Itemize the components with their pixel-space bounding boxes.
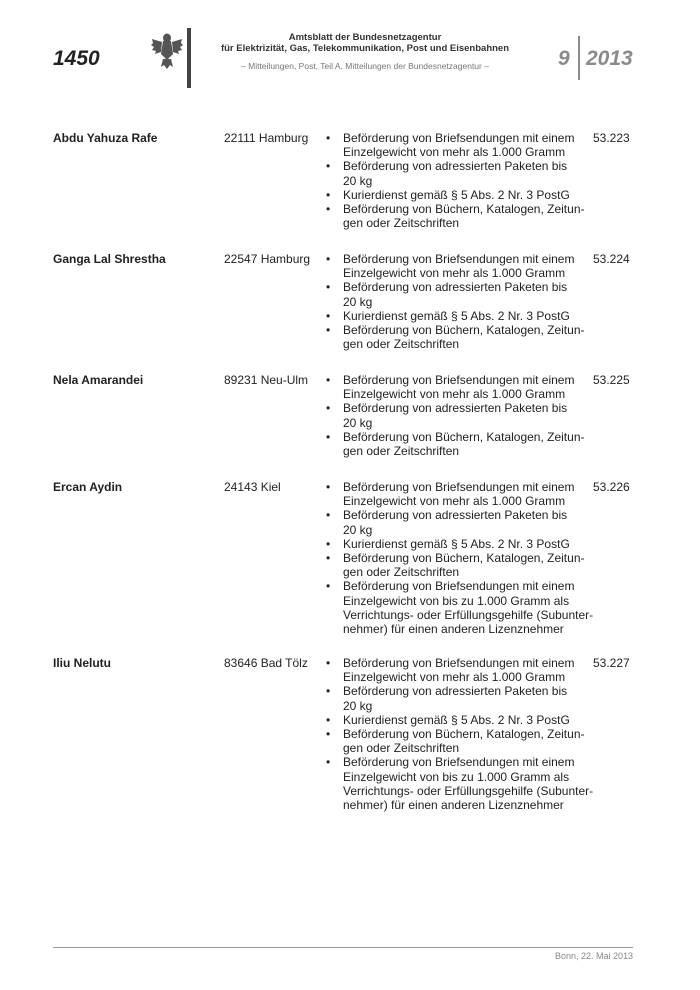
license-number: 53.227: [593, 656, 630, 670]
service-item: [324, 280, 594, 308]
bullet-icon: •: [326, 727, 331, 742]
page-number: 1450: [53, 47, 100, 70]
service-text-line: Beförderung von Briefsendungen mit einem: [343, 656, 575, 670]
federal-eagle-icon: [150, 30, 184, 70]
service-text-line: Beförderung von Briefsendungen mit einem: [343, 252, 575, 266]
service-text-line: Verrichtungs- oder Erfüllungsgehilfe (Subunter-: [343, 783, 594, 798]
service-text-line: Einzelgewicht von mehr als 1.000 Gramm: [343, 145, 566, 160]
service-text-line: gen oder Zeitschriften: [343, 216, 460, 231]
service-text-line: Beförderung von Briefsendungen mit einem: [343, 480, 575, 494]
bullet-icon: •: [326, 429, 331, 444]
bullet-icon: •: [326, 755, 331, 770]
service-item: [324, 508, 594, 536]
service-item: [324, 727, 594, 755]
service-text-line: Einzelgewicht von bis zu 1.000 Gramm als: [343, 769, 570, 784]
service-item: [324, 401, 594, 429]
header-subtitle: – Mitteilungen, Post, Teil A, Mitteilungen der Bundesnetzagentur –: [241, 61, 489, 71]
licensee-location: 22547 Hamburg: [224, 252, 311, 266]
bullet-icon: •: [326, 308, 331, 323]
service-text-line: 20 kg: [343, 173, 373, 188]
license-number: 53.225: [593, 373, 630, 387]
issue-number: 9: [558, 47, 570, 70]
bullet-icon: •: [326, 187, 331, 202]
bullet-icon: •: [326, 712, 331, 727]
licensee-name: Abdu Yahuza Rafe: [53, 131, 158, 145]
licensee-name: Nela Amarandei: [53, 373, 144, 387]
license-number: 53.223: [593, 131, 630, 145]
service-text-line: Beförderung von Briefsendungen mit einem: [343, 755, 575, 770]
footer-date: Bonn, 22. Mai 2013: [554, 951, 633, 961]
service-item: [324, 430, 594, 458]
bullet-icon: •: [326, 656, 331, 670]
service-text-line: 20 kg: [343, 294, 373, 309]
bullet-icon: •: [326, 536, 331, 551]
service-text-line: 20 kg: [343, 415, 373, 430]
service-text-line: 20 kg: [343, 522, 373, 537]
service-item: [324, 579, 594, 636]
bullet-icon: •: [326, 252, 331, 266]
licensee-name: Ganga Lal Shrestha: [53, 252, 166, 266]
service-text-line: 20 kg: [343, 698, 373, 713]
service-list: [324, 656, 594, 812]
footer-divider: [53, 947, 633, 948]
service-item: [324, 252, 594, 280]
licensee-location: 24143 Kiel: [224, 480, 281, 494]
service-text-line: nehmer) für einen anderen Lizenznehmer: [343, 798, 564, 813]
service-item: [324, 537, 594, 551]
header-divider: [187, 28, 191, 88]
bullet-icon: •: [326, 280, 331, 295]
bullet-icon: •: [326, 551, 331, 566]
service-text-line: Verrichtungs- oder Erfüllungsgehilfe (Subunter-: [343, 607, 594, 622]
service-text-line: Kurierdienst gemäß § 5 Abs. 2 Nr. 3 PostG: [343, 712, 570, 727]
service-text-line: Beförderung von Büchern, Katalogen, Zeitun-: [343, 429, 585, 444]
service-item: [324, 684, 594, 712]
service-text-line: Einzelgewicht von mehr als 1.000 Gramm: [343, 387, 566, 402]
service-item: [324, 755, 594, 812]
service-text-line: Beförderung von adressierten Paketen bis: [343, 280, 568, 295]
service-item: [324, 480, 594, 508]
licensee-location: 83646 Bad Tölz: [224, 656, 308, 670]
service-text-line: Beförderung von adressierten Paketen bis: [343, 401, 568, 416]
bullet-icon: •: [326, 684, 331, 699]
service-text-line: Einzelgewicht von mehr als 1.000 Gramm: [343, 670, 566, 685]
header-title-line1: Amtsblatt der Bundesnetzagentur: [288, 32, 442, 43]
service-text-line: gen oder Zeitschriften: [343, 565, 460, 580]
service-text-line: Einzelgewicht von mehr als 1.000 Gramm: [343, 266, 566, 281]
licensee-location: 22111 Hamburg: [224, 131, 309, 145]
license-number: 53.224: [593, 252, 630, 266]
service-text-line: Beförderung von adressierten Paketen bis: [343, 159, 568, 174]
service-list: [324, 252, 594, 351]
service-item: [324, 656, 594, 684]
header-title-line2: für Elektrizität, Gas, Telekommunikation, Post und Eisenbahnen: [220, 43, 510, 54]
licensee-location: 89231 Neu-Ulm: [224, 373, 309, 387]
bullet-icon: •: [326, 401, 331, 416]
bullet-icon: •: [326, 131, 331, 145]
service-item: [324, 159, 594, 187]
service-item: [324, 188, 594, 202]
service-text-line: Beförderung von Briefsendungen mit einem: [343, 579, 575, 594]
service-text-line: nehmer) für einen anderen Lizenznehmer: [343, 622, 564, 637]
licensee-name: Iliu Nelutu: [53, 656, 111, 670]
issue-divider: [578, 36, 580, 80]
service-text-line: Kurierdienst gemäß § 5 Abs. 2 Nr. 3 PostG: [343, 187, 570, 202]
licensee-name: Ercan Aydin: [53, 480, 123, 494]
service-text-line: Beförderung von Büchern, Katalogen, Zeitun-: [343, 323, 585, 338]
service-text-line: Beförderung von Büchern, Katalogen, Zeitun-: [343, 202, 585, 217]
service-text-line: gen oder Zeitschriften: [343, 444, 460, 459]
service-text-line: Beförderung von Briefsendungen mit einem: [343, 131, 575, 145]
service-text-line: gen oder Zeitschriften: [343, 337, 460, 352]
header-title-block: [205, 32, 525, 72]
service-text-line: gen oder Zeitschriften: [343, 741, 460, 756]
bullet-icon: •: [326, 159, 331, 174]
service-text-line: Beförderung von Büchern, Katalogen, Zeitun-: [343, 727, 585, 742]
bullet-icon: •: [326, 373, 331, 387]
service-text-line: Kurierdienst gemäß § 5 Abs. 2 Nr. 3 PostG: [343, 308, 570, 323]
service-text-line: Einzelgewicht von mehr als 1.000 Gramm: [343, 494, 566, 509]
service-item: [324, 713, 594, 727]
bullet-icon: •: [326, 508, 331, 523]
service-text-line: Kurierdienst gemäß § 5 Abs. 2 Nr. 3 PostG: [343, 536, 570, 551]
service-text-line: Beförderung von adressierten Paketen bis: [343, 508, 568, 523]
service-text-line: Beförderung von Büchern, Katalogen, Zeitun-: [343, 551, 585, 566]
service-text-line: Beförderung von adressierten Paketen bis: [343, 684, 568, 699]
service-list: [324, 480, 594, 636]
service-item: [324, 373, 594, 401]
bullet-icon: •: [326, 579, 331, 594]
service-item: [324, 309, 594, 323]
service-list: [324, 131, 594, 230]
service-item: [324, 131, 594, 159]
service-item: [324, 551, 594, 579]
bullet-icon: •: [326, 323, 331, 338]
issue-year: 2013: [586, 47, 633, 70]
service-list: [324, 373, 594, 458]
bullet-icon: •: [326, 480, 331, 494]
license-number: 53.226: [593, 480, 630, 494]
service-text-line: Beförderung von Briefsendungen mit einem: [343, 373, 575, 387]
service-item: [324, 202, 594, 230]
service-text-line: Einzelgewicht von bis zu 1.000 Gramm als: [343, 593, 570, 608]
service-item: [324, 323, 594, 351]
bullet-icon: •: [326, 202, 331, 217]
